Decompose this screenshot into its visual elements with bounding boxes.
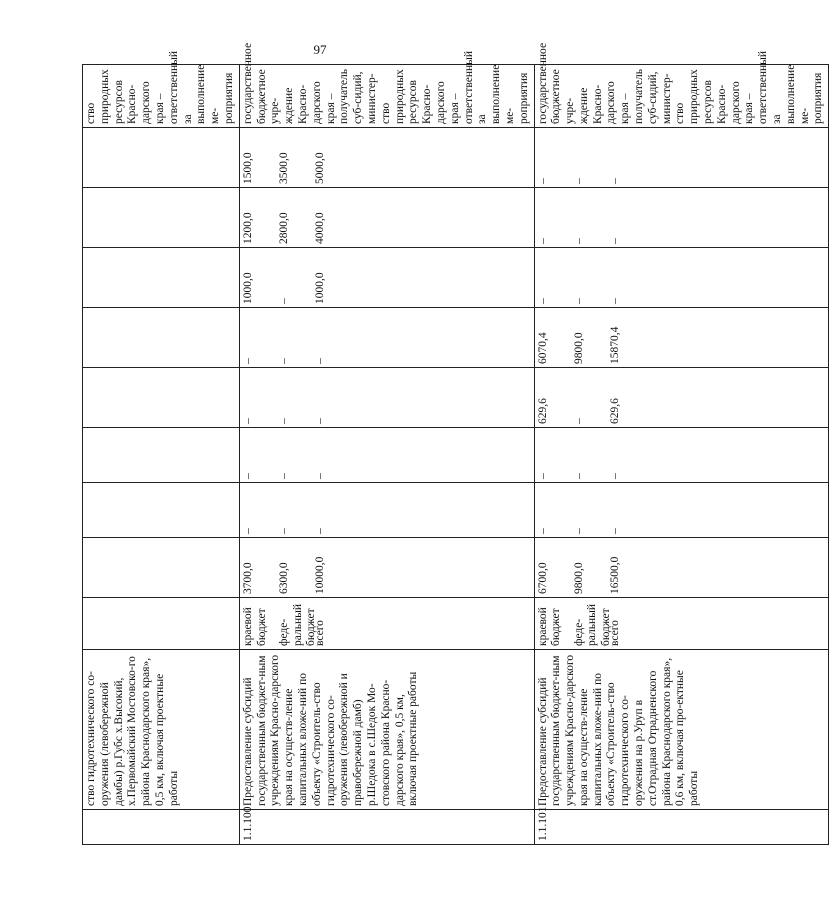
value: – [608,473,621,479]
source-label: всего [313,620,326,646]
cell-y7 [534,128,829,188]
cell-y1 [83,483,240,538]
cell-y6 [83,188,240,248]
page-number: 97 [313,42,327,57]
value: – [241,358,254,364]
source-label: краевой бюджет [241,607,268,646]
value: – [313,528,326,534]
value: 1000,0 [241,272,254,304]
value: – [572,298,585,304]
value: 5000,0 [313,152,326,184]
value: – [536,238,549,244]
cell-y4 [83,308,240,368]
cell-num [83,810,240,845]
cell-y2 [239,428,534,483]
value: – [536,528,549,534]
cell-num: 1.1.100 [239,810,534,845]
cell-y7 [239,128,534,188]
cell-y6 [534,188,829,248]
value: – [277,418,290,424]
cell-executor: государственное бюджетное учре-ждение Красно-дарского края – получатель суб-сидий, министер-ство природных ресурсов Красно-дарского края – ответственный за выполнение ме-роприятия [534,65,829,128]
cell-y2 [534,428,829,483]
cell-source [534,598,829,650]
value: – [277,528,290,534]
value: – [572,418,585,424]
value: – [572,238,585,244]
value: – [313,358,326,364]
cell-y2 [83,428,240,483]
value: – [313,473,326,479]
value: – [277,358,290,364]
value: – [608,528,621,534]
value: 2800,0 [277,212,290,244]
cell-y1 [534,483,829,538]
value: – [572,473,585,479]
value: 6300,0 [277,562,290,594]
value: – [536,178,549,184]
cell-y5 [239,248,534,308]
value: – [313,418,326,424]
source-label: краевой бюджет [536,607,563,646]
value: – [608,178,621,184]
cell-total [534,538,829,598]
cell-y4 [239,308,534,368]
cell-source [239,598,534,650]
value: – [608,298,621,304]
source-label: феде-ральный бюджет [277,604,318,646]
value: 1000,0 [313,272,326,304]
source-label: феде-ральный бюджет [572,604,613,646]
value: – [277,473,290,479]
source-label: всего [608,620,621,646]
value: 629,6 [608,398,621,424]
value: 9800,0 [572,332,585,364]
value: – [241,473,254,479]
value: 3700,0 [241,562,254,594]
cell-description: Предоставление субсидий государственным бюджет-ным учреждениям Красно-дарского края на осуществ-ление капитальных вложе-ний по объекту «Строитель-ство гидротехнического со-оружения на р.Уруп в ст.Отрадная Отрадненского района Краснодарского края», 0,6 км, включая про-ектные работы [534,650,829,810]
value: 1500,0 [241,152,254,184]
value: 9800,0 [572,562,585,594]
cell-y4 [534,308,829,368]
value: 10000,0 [313,556,326,594]
cell-executor: ство природных ресурсов Красно-дарского края – ответственный за выполнение ме-роприятия [83,65,240,128]
value: – [536,298,549,304]
cell-y5 [534,248,829,308]
table-row [534,65,829,845]
value: 4000,0 [313,212,326,244]
cell-description: Предоставление субсидий государственным бюджет-ным учреждениям Красно-дарского края на осуществ-ление капитальных вложе-ний по объекту «Строитель-ство гидротехнического со-оружения (левобережной и правобережной дамб) р.Шедока в с.Шедок Мо-стовского района Красно-дарского края», 0,5 км, включая проектные работы [239,650,534,810]
cell-y3 [239,368,534,428]
value: 1200,0 [241,212,254,244]
table-row [239,65,534,845]
value: 16500,0 [608,556,621,594]
cell-y3 [83,368,240,428]
cell-total [83,538,240,598]
value: – [277,298,290,304]
cell-num: 1.1.101 [534,810,829,845]
cell-executor: государственное бюджетное учре-ждение Красно-дарского края – получатель суб-сидий, министер-ство природных ресурсов Красно-дарского края – ответственный за выполнение ме-роприятия [239,65,534,128]
cell-y1 [239,483,534,538]
cell-y5 [83,248,240,308]
value: – [241,528,254,534]
cell-source [83,598,240,650]
cell-description: ство гидротехнического со-оружения (левобережной дамбы) р.Губс х.Высокий, х.Первомайский Мостовско-го района Краснодарского края», 0,5 км, включая проектные работы [83,650,240,810]
value: – [241,418,254,424]
value: – [536,473,549,479]
cell-y6 [239,188,534,248]
value: 6700,0 [536,562,549,594]
cell-y3 [534,368,829,428]
value: 3500,0 [277,152,290,184]
cell-y7 [83,128,240,188]
cell-total [239,538,534,598]
table-row-continuation [83,65,240,845]
value: 6070,4 [536,332,549,364]
value: 629,6 [536,398,549,424]
value: – [572,178,585,184]
value: 15870,4 [608,326,621,364]
value: – [608,238,621,244]
value: – [572,528,585,534]
